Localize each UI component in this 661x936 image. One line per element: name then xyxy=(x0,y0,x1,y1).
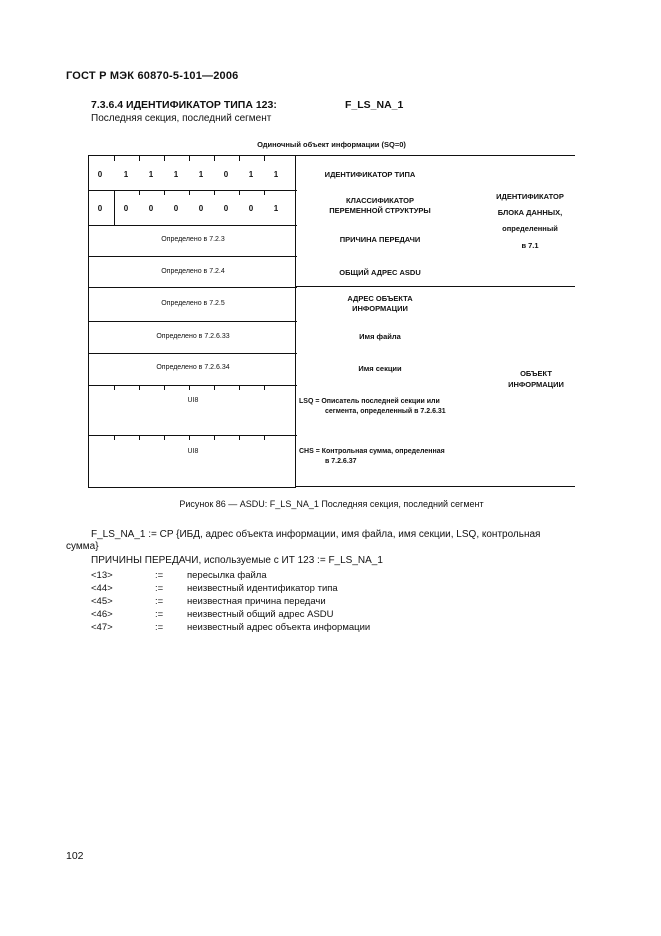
label-lsq-line1: LSQ = Описатель последней секции или xyxy=(299,398,440,405)
section-subtitle: Последняя секция, последний сегмент xyxy=(91,113,272,124)
label-section-name: Имя секции xyxy=(358,364,402,373)
label-chs-line1: CHS = Контрольная сумма, определенная xyxy=(299,448,445,455)
label-vsq-line2: ПЕРЕМЕННОЙ СТРУКТУРЫ xyxy=(329,206,431,215)
vsq-bit: 0 xyxy=(173,204,179,213)
asdu-address-cell: Определено в 7.2.4 xyxy=(161,268,225,275)
cot-code: <47> xyxy=(91,622,113,633)
label-type-id: ИДЕНТИФИКАТОР ТИПА xyxy=(324,170,416,179)
ioa-cell: Определено в 7.2.5 xyxy=(161,300,225,307)
file-name-cell: Определено в 7.2.6.33 xyxy=(156,333,230,340)
label-asdu-address: ОБЩИЙ АДРЕС ASDU xyxy=(339,268,421,277)
vsq-bit: 1 xyxy=(273,204,279,213)
cot-assign: := xyxy=(155,570,164,581)
label-lsq-line2: сегмента, определенный в 7.2.6.31 xyxy=(325,408,446,415)
cot-assign: := xyxy=(155,622,164,633)
vsq-bit: 0 xyxy=(97,204,103,213)
bracket-dui-line3: определенный xyxy=(502,224,558,233)
type-id-bit: 1 xyxy=(173,170,179,179)
cot-assign: := xyxy=(155,583,164,594)
definition-line1: F_LS_NA_1 := CP {ИБД, адрес объекта информации, имя файла, имя секции, LSQ, контрольная xyxy=(91,529,541,540)
cot-description: неизвестная причина передачи xyxy=(187,596,326,607)
table-title: Одиночный объект информации (SQ=0) xyxy=(257,140,406,149)
cot-assign: := xyxy=(155,596,164,607)
label-vsq-line1: КЛАССИФИКАТОР xyxy=(346,196,414,205)
cot-code: <46> xyxy=(91,609,113,620)
cot-code: <45> xyxy=(91,596,113,607)
cot-description: неизвестный идентификатор типа xyxy=(187,583,338,594)
label-ioa-line1: АДРЕС ОБЪЕКТА xyxy=(347,294,413,303)
type-id-bit: 1 xyxy=(198,170,204,179)
vsq-bit: 0 xyxy=(148,204,154,213)
section-name-cell: Определено в 7.2.6.34 xyxy=(156,364,230,371)
vsq-bit: 0 xyxy=(198,204,204,213)
vsq-bit: 0 xyxy=(248,204,254,213)
figure-caption: Рисунок 86 — ASDU: F_LS_NA_1 Последняя секция, последний сегмент xyxy=(179,499,484,509)
type-id-bit: 1 xyxy=(273,170,279,179)
type-id-bit: 0 xyxy=(97,170,103,179)
label-file-name: Имя файла xyxy=(359,332,401,341)
cot-cell: Определено в 7.2.3 xyxy=(161,236,225,243)
cot-code: <13> xyxy=(91,570,113,581)
type-id-bit: 1 xyxy=(148,170,154,179)
page-number: 102 xyxy=(66,850,84,862)
bracket-dui-line1: ИДЕНТИФИКАТОР xyxy=(496,192,564,201)
asdu-structure-grid xyxy=(88,155,296,488)
cot-heading: ПРИЧИНЫ ПЕРЕДАЧИ, используемые с ИТ 123 := F_LS_NA_1 xyxy=(91,555,383,566)
vsq-bit: 0 xyxy=(223,204,229,213)
vsq-bit: 0 xyxy=(123,204,129,213)
label-cot: ПРИЧИНА ПЕРЕДАЧИ xyxy=(339,235,421,244)
chs-cell: UI8 xyxy=(187,448,199,455)
lsq-cell: UI8 xyxy=(187,397,199,404)
section-title: 7.3.6.4 ИДЕНТИФИКАТОР ТИПА 123: xyxy=(91,99,277,111)
cot-description: пересылка файла xyxy=(187,570,267,581)
type-id-bit: 0 xyxy=(223,170,229,179)
section-code: F_LS_NA_1 xyxy=(345,99,404,111)
cot-description: неизвестный адрес объекта информации xyxy=(187,622,371,633)
label-ioa-line2: ИНФОРМАЦИИ xyxy=(352,304,408,313)
cot-assign: := xyxy=(155,609,164,620)
type-id-bit: 1 xyxy=(248,170,254,179)
label-chs-line2: в 7.2.6.37 xyxy=(325,458,357,465)
bracket-io-line2: ИНФОРМАЦИИ xyxy=(508,380,564,389)
definition-line2: сумма} xyxy=(66,541,99,552)
cot-code: <44> xyxy=(91,583,113,594)
document-header: ГОСТ Р МЭК 60870-5-101—2006 xyxy=(66,70,239,82)
bracket-dui-line2: БЛОКА ДАННЫХ, xyxy=(497,208,563,217)
bracket-io-line1: ОБЪЕКТ xyxy=(520,369,552,378)
cot-description: неизвестный общий адрес ASDU xyxy=(187,609,334,620)
bracket-dui-line4: в 7.1 xyxy=(521,241,539,250)
type-id-bit: 1 xyxy=(123,170,129,179)
